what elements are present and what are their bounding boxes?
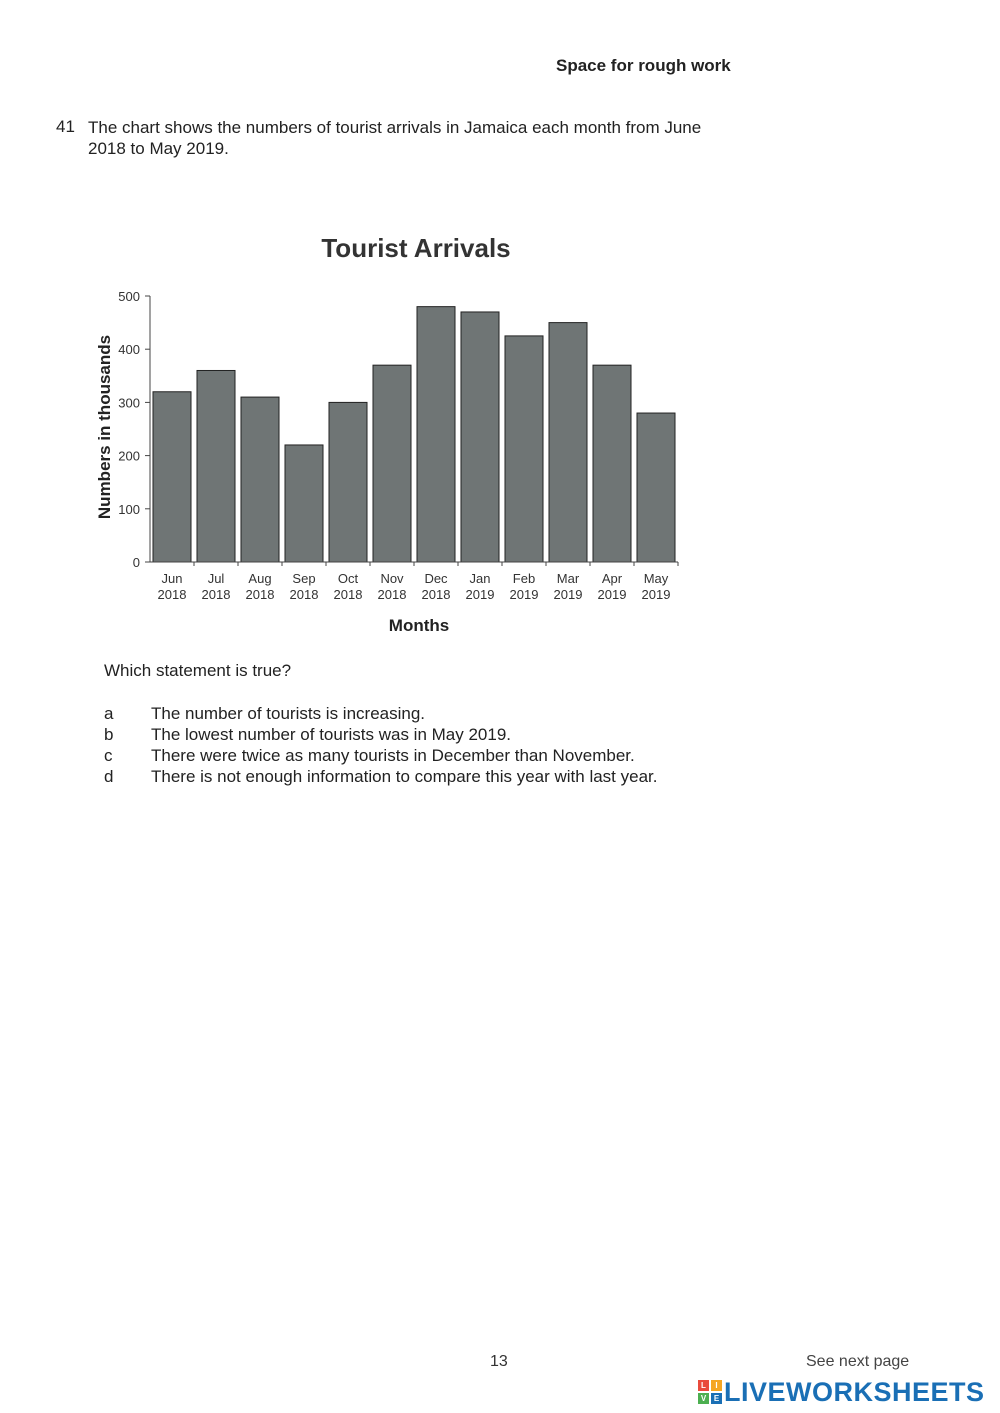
x-tick-label: Jul 2018 [201, 571, 231, 602]
option-letter: d [104, 767, 114, 786]
question-text: The chart shows the numbers of tourist arrivals in Jamaica each month from June 2018 to May 2019. [88, 118, 702, 158]
x-tick-label: Jan 2019 [465, 571, 495, 602]
chart-title: Tourist Arrivals [321, 233, 511, 263]
y-tick-label: 500 [118, 289, 140, 304]
page-number: 13 [490, 1353, 508, 1370]
liveworksheets-logo[interactable] [698, 1377, 985, 1407]
y-tick-label: 200 [118, 448, 140, 464]
y-axis-label: Numbers in thousands [95, 334, 114, 520]
x-axis-label: Months [388, 616, 450, 635]
x-tick-label: Dec 2018 [421, 571, 451, 602]
logo-text: LIVEWORKSHEETS [724, 1376, 985, 1407]
option-text: The lowest number of tourists was in May 2019. [151, 725, 511, 744]
option-letter: b [104, 725, 114, 744]
bar-jan-2019 [461, 312, 499, 562]
logo-icon-letter: E [711, 1393, 722, 1404]
bar-jun-2018 [153, 392, 191, 562]
x-tick-label: Apr 2019 [597, 571, 627, 602]
bar-may-2019 [637, 413, 675, 562]
bar-mar-2019 [549, 323, 587, 562]
bar-aug-2018 [241, 397, 279, 562]
x-tick-label: Nov 2018 [377, 571, 407, 602]
logo-icon-letter: L [698, 1380, 709, 1391]
bar-apr-2019 [593, 365, 631, 562]
option-text: There were twice as many tourists in December than November. [151, 746, 635, 765]
y-tick-label: 400 [118, 342, 140, 358]
option-letter: a [104, 704, 114, 723]
x-tick-label: Mar 2019 [553, 571, 583, 602]
bar-chart [0, 220, 1000, 650]
bar-nov-2018 [373, 365, 411, 562]
bar-jul-2018 [197, 370, 235, 562]
y-tick-label: 0 [132, 555, 140, 570]
y-tick-label: 100 [118, 501, 140, 517]
x-tick-label: Sep 2018 [289, 571, 319, 602]
option-letter: c [104, 746, 113, 765]
bar-oct-2018 [329, 402, 367, 562]
question-prompt: Which statement is true? [104, 661, 292, 680]
y-tick-label: 300 [118, 395, 140, 411]
x-tick-label: Oct 2018 [333, 571, 363, 602]
bar-sep-2018 [285, 445, 323, 562]
logo-icon-letter: I [711, 1380, 722, 1391]
logo-icon-letter: V [698, 1393, 709, 1404]
x-tick-label: Jun 2018 [157, 571, 187, 602]
bar-feb-2019 [505, 336, 543, 562]
option-text: There is not enough information to compare this year with last year. [151, 767, 658, 786]
bar-dec-2018 [417, 307, 455, 562]
logo-icon [698, 1380, 722, 1404]
x-tick-label: Aug 2018 [245, 571, 275, 602]
option-text: The number of tourists is increasing. [151, 704, 426, 723]
rough-work-label: Space for rough work [556, 56, 731, 75]
see-next-page: See next page [806, 1353, 910, 1370]
x-tick-label: May 2019 [641, 571, 671, 602]
x-tick-label: Feb 2019 [509, 571, 539, 602]
question-number: 41 [56, 117, 75, 136]
